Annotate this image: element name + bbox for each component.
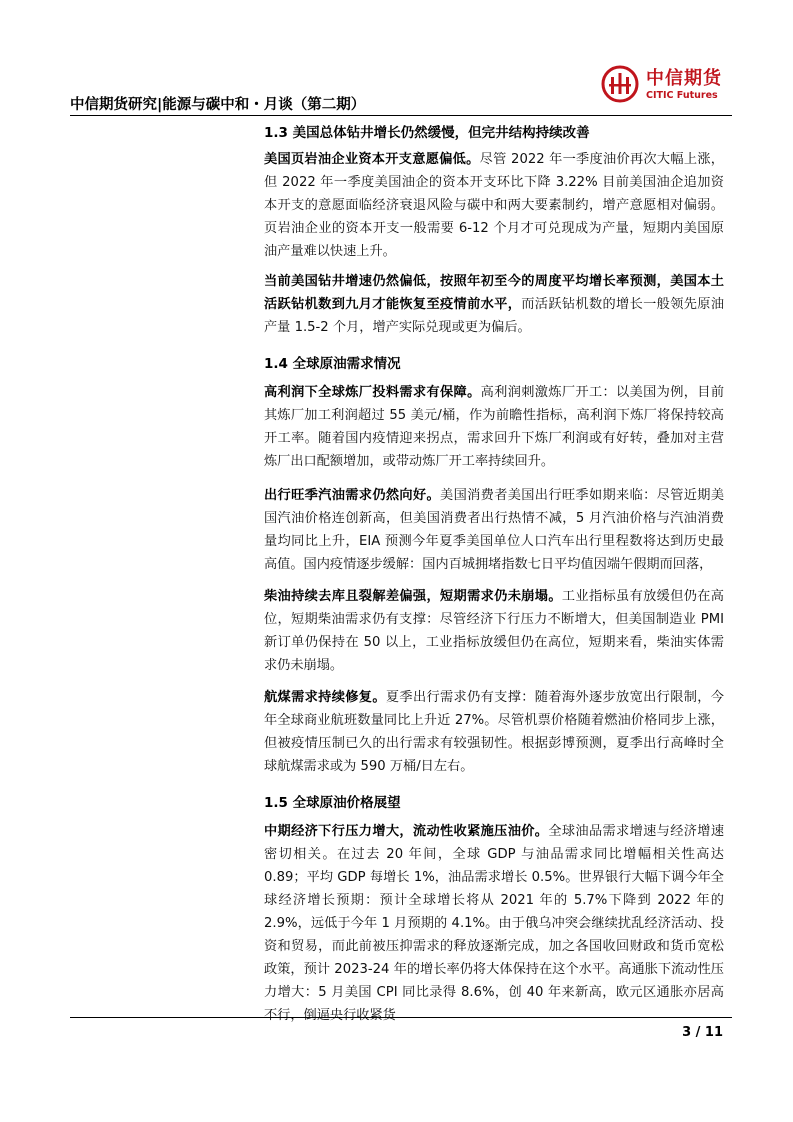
paragraph-body: 夏季出行需求仍有支撑：随着海外逐步放宽出行限制，今年全球商业航班数量同比上升近 27%。尽管机票价格随着燃油价格同步上涨，但被疫情压制已久的出行需求有较强韧性。根据彭博预测，夏季出行高峰时全球航煤需求或为 590 万桶/日左右。: [264, 690, 724, 774]
paragraph-body: 工业指标虽有放缓但仍在高位，短期柴油需求仍有支撑：尽管经济下行压力不断增大，但美国制造业 PMI 新订单仍保持在 50 以上，工业指标放缓但仍在高位，短期来看，柴油实体需求仍未崩塌。: [264, 589, 724, 673]
paragraph-body: 全球油品需求增速与经济增速密切相关。在过去 20 年间，全球 GDP 与油品需求同比增幅相关性高达 0.89；平均 GDP 每增长 1%，油品需求增长 0.5%。世界银行大幅下调今年全球经济增长预期：预计全球增长将从 2021 年的 5.7%下降到 2022 年的 2.9%，远低于今年 1 月预期的 4.1%。由于俄乌冲突会继续扰乱经济活动、投资和贸易，而此前被压抑需求的释放逐渐完成，加之各国收回财政和货币宽松政策，预计 2023-24 年的增长率仍将大体保持在这个水平。高通胀下流动性压力增大：5 月美国 CPI 同比录得 8.6%，创 40 年来新高，欧元区通胀亦居高不行，倒逼央行收紧货: [264, 824, 725, 1023]
paragraph: [264, 484, 724, 576]
header-title: 中信期货研究|能源与碳中和・月谈（第二期）: [70, 97, 366, 113]
paragraph: [264, 381, 724, 473]
paragraph-body: 尽管 2022 年一季度油价再次大幅上涨，但 2022 年一季度美国油企的资本开支环比下降 3.22% 目前美国油企追加资本开支的意愿面临经济衰退风险与碳中和两大要素制约，增产意愿相对偏弱。页岩油企业的资本开支一般需要 6-12 个月才可兑现成为产量，短期内美国原油产量难以快速上升。: [264, 152, 724, 259]
footer-divider: [70, 1017, 732, 1018]
paragraph-lead: 中期经济下行压力增大，流动性收紧施压油价。: [264, 824, 549, 839]
section-heading-1-5: 1.5 全球原油价格展望: [264, 795, 401, 811]
paragraph-body: 美国消费者美国出行旺季如期来临：尽管近期美国汽油价格连创新高，但美国消费者出行热情不减，5 月汽油价格与汽油消费量均同比上升，EIA 预测今年夏季美国单位人口汽车出行里程数将达到历史最高值。国内疫情逐步缓解：国内百城拥堵指数七日平均值因端午假期而回落，: [264, 488, 725, 572]
paragraph-body: 高利润刺激炼厂开工：以美国为例，目前其炼厂加工利润超过 55 美元/桶，作为前瞻性指标，高利润下炼厂将保持较高开工率。随着国内疫情迎来拐点，需求回升下炼厂利润或有好转，叠加对主营炼厂出口配额增加，或带动炼厂开工率持续回升。: [264, 385, 725, 469]
paragraph-lead: 当前美国钻井增速仍然偏低，按照年初至今的周度平均增长率预测，美国本土活跃钻机数到九月才能恢复至疫情前水平，: [264, 274, 724, 312]
paragraph: [264, 686, 724, 778]
page-header: [70, 60, 732, 118]
citic-futures-logo: [600, 60, 732, 110]
paragraph-lead: 出行旺季汽油需求仍然向好。: [264, 488, 441, 503]
section-heading-1-4: 1.4 全球原油需求情况: [264, 356, 401, 372]
header-divider: [70, 115, 732, 116]
paragraph: [264, 270, 724, 339]
citic-emblem-icon: [600, 64, 640, 104]
logo-english-name: CITIC Futures: [646, 90, 718, 101]
paragraph-lead: 高利润下全球炼厂投料需求有保障。: [264, 385, 481, 400]
section-heading-1-3: 1.3 美国总体钻井增长仍然缓慢，但完井结构持续改善: [264, 125, 590, 141]
paragraph: [264, 148, 724, 263]
page-number: 3 / 11: [682, 1025, 723, 1040]
paragraph: [264, 820, 724, 1027]
paragraph-lead: 美国页岩油企业资本开支意愿偏低。: [264, 152, 480, 167]
paragraph-lead: 航煤需求持续修复。: [264, 690, 386, 705]
paragraph-body: 而活跃钻机数的增长一般领先原油产量 1.5-2 个月，增产实际兑现或更为偏后。: [264, 297, 725, 335]
paragraph-lead: 柴油持续去库且裂解差偏强，短期需求仍未崩塌。: [264, 589, 562, 604]
paragraph: [264, 585, 724, 677]
logo-chinese-name: 中信期货: [646, 68, 722, 89]
